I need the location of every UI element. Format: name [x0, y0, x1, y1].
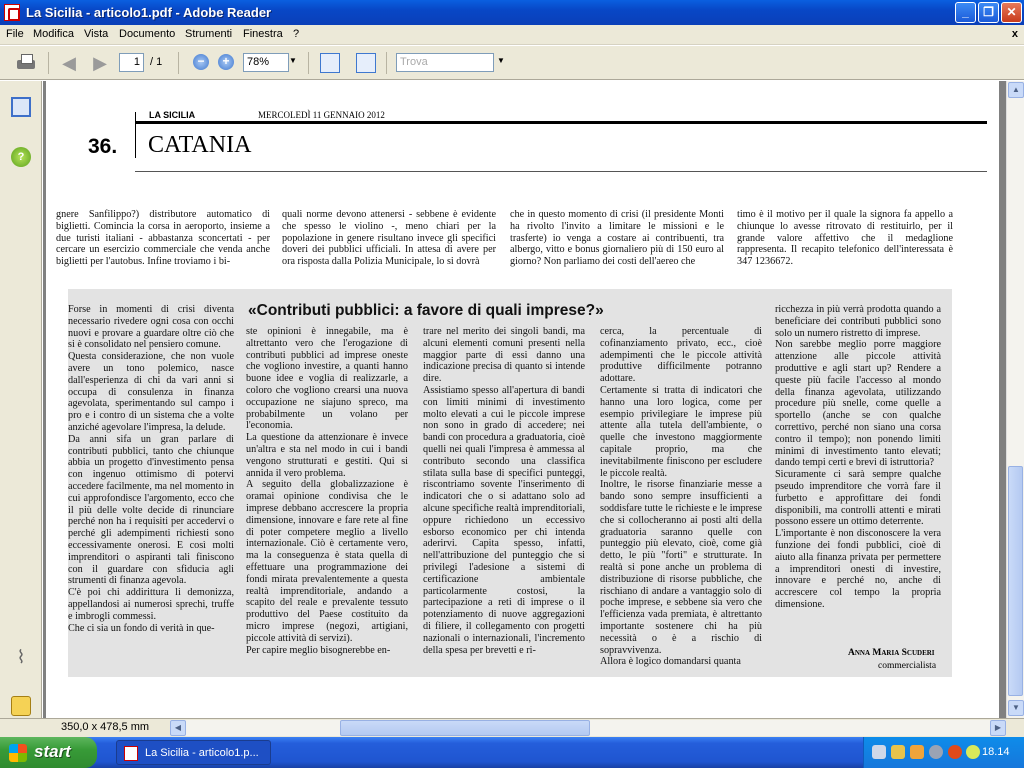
box-column: ste opinioni è innegabile, ma è altrettanto vero che l'erogazione di contributi pubblici ad imprese oneste che vogliono investire, a quanti hanno buone idee e voglia di realizzarle, a coloro che vogliono crearsi una nuova occupazione ne siajuno spreco, ma probabilmente un volano per l'economia. La questione da attenzionare è invece un'altra e sta nel modo in cui i bandi vengono strutturati e gestiti. Qui si annida il vero problema. A seguito della globalizzazione è oramai opinione condivisa che le imprese debbano accrescere la propria dimensione, innovare e fare rete al fine di poter competere meglio a livello internazionale. Ciò è certamente vero, ma la conseguenza è stata quella di effettuare una programmazione dei fondi mirata prevalentemente a questa realtà imprenditoriale, andando a scapito del reale e prevalente tessuto produttivo del Paese costituito da micro imprese (negozi, artigiani, piccole attività di servizi). Per capire meglio bisognerebbe en- [246, 326, 408, 656]
toolbar [0, 46, 1024, 80]
vertical-scrollbar[interactable] [1006, 81, 1024, 718]
title-bar [0, 0, 1024, 25]
article-title: «Contributi pubblici: a favore di quali imprese?» [248, 302, 604, 319]
fit-width-icon[interactable] [356, 53, 376, 73]
comments-icon[interactable] [11, 696, 31, 716]
status-bar [0, 718, 1024, 737]
zoom-dropdown-icon[interactable]: ▼ [289, 56, 297, 65]
taskbar-item-label: La Sicilia - articolo1.p... [145, 747, 259, 759]
restore-button[interactable]: ❐ [978, 2, 999, 23]
top-column: gnere Sanfilippo?) distributore automatico di biglietti. Comincia la corsa in aeroporto, insieme a due turisti italiani - abbastanza sconcertati - per cercare un esercizio commerciale che venda anche biglietti per l'autobus. Infine troviamo i bi- [56, 209, 270, 268]
top-column: che in questo momento di crisi (il presidente Monti ha rivolto l'invito a limitare le missioni e le trasferte) io venga a costare ai contribuenti, tra albergo, vitto e bonus giornaliero più di 150 euro al giorno? Non parliamo dei costi dell'aereo che [510, 209, 724, 268]
horizontal-scrollbar[interactable] [170, 720, 1006, 736]
menu-strumenti[interactable]: Strumenti [185, 28, 233, 40]
adobe-pdf-icon [4, 4, 20, 21]
start-button[interactable] [0, 737, 97, 768]
zoom-input[interactable]: 78% [243, 53, 289, 72]
update-icon[interactable] [966, 745, 980, 759]
menu-bar [0, 25, 1024, 45]
box-column: ricchezza in più verrà prodotta quando a beneficiare dei contributi pubblici sono solo un numero ristretto di imprese. Non sarebbe meglio porre maggiore attenzione alle piccole attività produttive e agli start up? Rendere a queste più facile l'accesso al mondo della finanza agevolata, utilizzando procedure più snelle, come quelle a sportello (anche se con qualche correttivo, perché non siano una corsa contro il tempo); non ponendo limiti minimi di investimento tanto elevati; dando tempi certi e brevi di istruttoria? Sicuramente ci sarà sempre qualche pseudo imprenditore che vorrà fare il furbetto e approfittare dei fondi disponibili, ma controlli attenti e mirati possono essere un ottimo deterrente. L'importante è non disconoscere la vera funzione dei fondi pubblici, cioè di aiuto alla finanza privata per permettere a imprenditori onesti di investire, innovare e perché no, anche di accrescere col tempo la propria dimensione. [775, 304, 941, 610]
tray-app-icon[interactable] [891, 745, 905, 759]
toolbar-separator [48, 52, 49, 74]
zoom-in-icon[interactable]: + [218, 54, 234, 70]
header-vrule [135, 112, 136, 158]
fit-page-icon[interactable] [320, 53, 340, 73]
network-icon[interactable] [872, 745, 886, 759]
next-page-icon[interactable]: ▶ [93, 53, 107, 73]
clock: 18.14 [982, 746, 1010, 758]
find-dropdown-icon[interactable]: ▼ [497, 56, 505, 65]
find-input[interactable]: Trova [396, 53, 494, 72]
header-rule [135, 121, 987, 124]
masthead: LA SICILIA [149, 110, 196, 120]
taskbar [0, 737, 1024, 768]
box-column: cerca, la percentuale di cofinanziamento privato, ecc., cioè adempimenti che le piccole attività produttive difficilmente potranno adottare. Certamente si tratta di indicatori che hanno una loro logica, come per esempio privilegiare le imprese più attente alla tutela dell'ambiente, o quelle che investono maggiormente capitale proprio, ma che inevitabilmente finiscono per escludere le piccole realtà. Inoltre, le risorse finanziarie messe a bando sono sempre insufficienti a soddisfare tutte le richieste e le imprese che si collocheranno ai posti alti della graduatoria saranno quelle con punteggio più elevato, cioè, come già detto, le più "forti" e strutturate. In realtà si pone anche un problema di distribuzione di risorse pubbliche, che rischiano di andare a vantaggio solo di poche imprese, e sebbene sia vero che l'efficienza vada premiata, è altrettanto importante sostenere chi ha più necessità o è a rischio di sopravvivenza. Allora è logico domandarsi quanta [600, 326, 762, 668]
box-column: trare nel merito dei singoli bandi, ma alcuni elementi comuni presenti nella maggior parte di essi danno una indicazione precisa di quanto si intende dire. Assistiamo spesso all'apertura di bandi con limiti minimi di investimento molto elevati a cui le piccole imprese non sono in grado di accedere; nei bandi con procedura a graduatoria, cioè quelli nei quali l'impresa è ammessa al contributo secondo una classifica stilata sulla base di specifici punteggi, riscontriamo sovente l'inserimento di indicatori che o si adattano solo ad alcune specifiche realtà imprenditoriali, oppure richiedono un eccessivo esborso economico per chi intenda aderirvi. Capita spesso, infatti, nell'attribuzione del punteggio che si privilegi l'adesione a sistemi di certificazione ambientale particolarmente costosi, la partecipazione a reti di imprese o il potenziamento di nuove aggregazioni di filiere, il collegamento con progetti nazionali o internazionali, l'incremento della spesa per brevetti e ri- [423, 326, 585, 656]
page-number: 36. [88, 135, 118, 158]
menu-documento[interactable]: Documento [119, 28, 176, 40]
section-rule [135, 171, 987, 172]
print-icon[interactable] [14, 52, 38, 74]
scroll-left-icon[interactable]: ◀ [170, 720, 186, 736]
vertical-scroll-thumb[interactable] [1008, 466, 1023, 696]
page-size: 350,0 x 478,5 mm [61, 721, 150, 733]
scroll-down-icon[interactable]: ▼ [1008, 700, 1024, 716]
taskbar-item-adobe-reader[interactable] [116, 740, 271, 765]
windows-logo-icon [9, 744, 27, 762]
issue-date: MERCOLEDÌ 11 GENNAIO 2012 [258, 110, 385, 120]
help-icon[interactable]: ? [11, 147, 31, 167]
minimize-button[interactable]: _ [955, 2, 976, 23]
navigation-panel [0, 81, 42, 737]
users-icon[interactable] [910, 745, 924, 759]
toolbar-separator [178, 52, 179, 74]
horizontal-scroll-thumb[interactable] [340, 720, 590, 736]
tray-app-icon[interactable] [929, 745, 943, 759]
menu-vista[interactable]: Vista [84, 28, 109, 40]
attachments-icon[interactable]: ⌇ [16, 647, 26, 667]
toolbar-separator [308, 52, 309, 74]
box-column: Forse in momenti di crisi diventa necessario rivedere ogni cosa con occhi nuovi e provare a guardare oltre ciò che si è consolidato nel pensiero comune. Questa considerazione, che non vuole avere un tono polemico, nasce dall'esperienza di chi da vari anni si occupa di consulenza in finanza agevolata, sperimentando sul campo i pro e i contro di un sistema che a volte anziché agevolare l'impresa, la delude. Da anni sifa un gran parlare di contributi pubblici, tanto che chiunque abbia un progetto d'investimento pensa con ingenuo ottimismo di potervi accedere facilmente, ma nel momento in cui approfondisce l'argomento, ecco che il più delle volte decide di rinunciare perché non ha i requisiti per accedervi o perché gli adempimenti richiesti sono eccessivamente onerosi. E così molti imprenditori o aspiranti tali finiscono con il guardare con sfiducia agli strumenti di finanza agevola. C'è poi chi addirittura li demonizza, appellandosi ai numerosi sprechi, truffe e imbrogli commessi. Che ci sia un fondo di verità in que- [68, 304, 234, 634]
window-title: La Sicilia - articolo1.pdf - Adobe Reader [26, 5, 272, 20]
pdf-page [46, 81, 999, 718]
scroll-right-icon[interactable]: ▶ [990, 720, 1006, 736]
top-column: quali norme devono attenersi - sebbene è evidente che spesso le violino -, meno chiari per la popolazione in genere risultano invece gli specifici doveri dei pubblici ufficiali. In attesa di avere per ora risposta dalla Polizia Municipale, lo si dovrà [282, 209, 496, 268]
system-tray [863, 737, 1024, 768]
top-column: timo è il motivo per il quale la signora fa appello a chiunque lo avesse ritrovato di restituirlo, per il grande valore affettivo che il medaglione rappresenta. Il recapito telefonico dell'interessata è 347 1236672. [737, 209, 953, 268]
previous-page-icon[interactable]: ◀ [62, 53, 76, 73]
document-area [43, 81, 1006, 718]
document-close-button[interactable]: x [1011, 28, 1018, 40]
page-total: / 1 [150, 56, 163, 68]
security-icon[interactable] [948, 745, 962, 759]
menu-modifica[interactable]: Modifica [33, 28, 74, 40]
page-number-input[interactable]: 1 [119, 53, 144, 72]
author-role: commercialista [878, 661, 937, 671]
close-button[interactable]: ✕ [1001, 2, 1022, 23]
menu-file[interactable]: File [6, 28, 24, 40]
menu-finestra[interactable]: Finestra [243, 28, 283, 40]
author-signature: Anna Maria Scuderi [848, 648, 935, 658]
adobe-pdf-icon [124, 746, 138, 761]
start-label: start [34, 742, 71, 761]
scroll-up-icon[interactable]: ▲ [1008, 82, 1024, 98]
zoom-out-icon[interactable]: − [193, 54, 209, 70]
menu-help[interactable]: ? [293, 28, 300, 40]
bookmarks-icon[interactable] [11, 97, 31, 117]
toolbar-separator [386, 52, 387, 74]
section-title: CATANIA [148, 132, 252, 158]
